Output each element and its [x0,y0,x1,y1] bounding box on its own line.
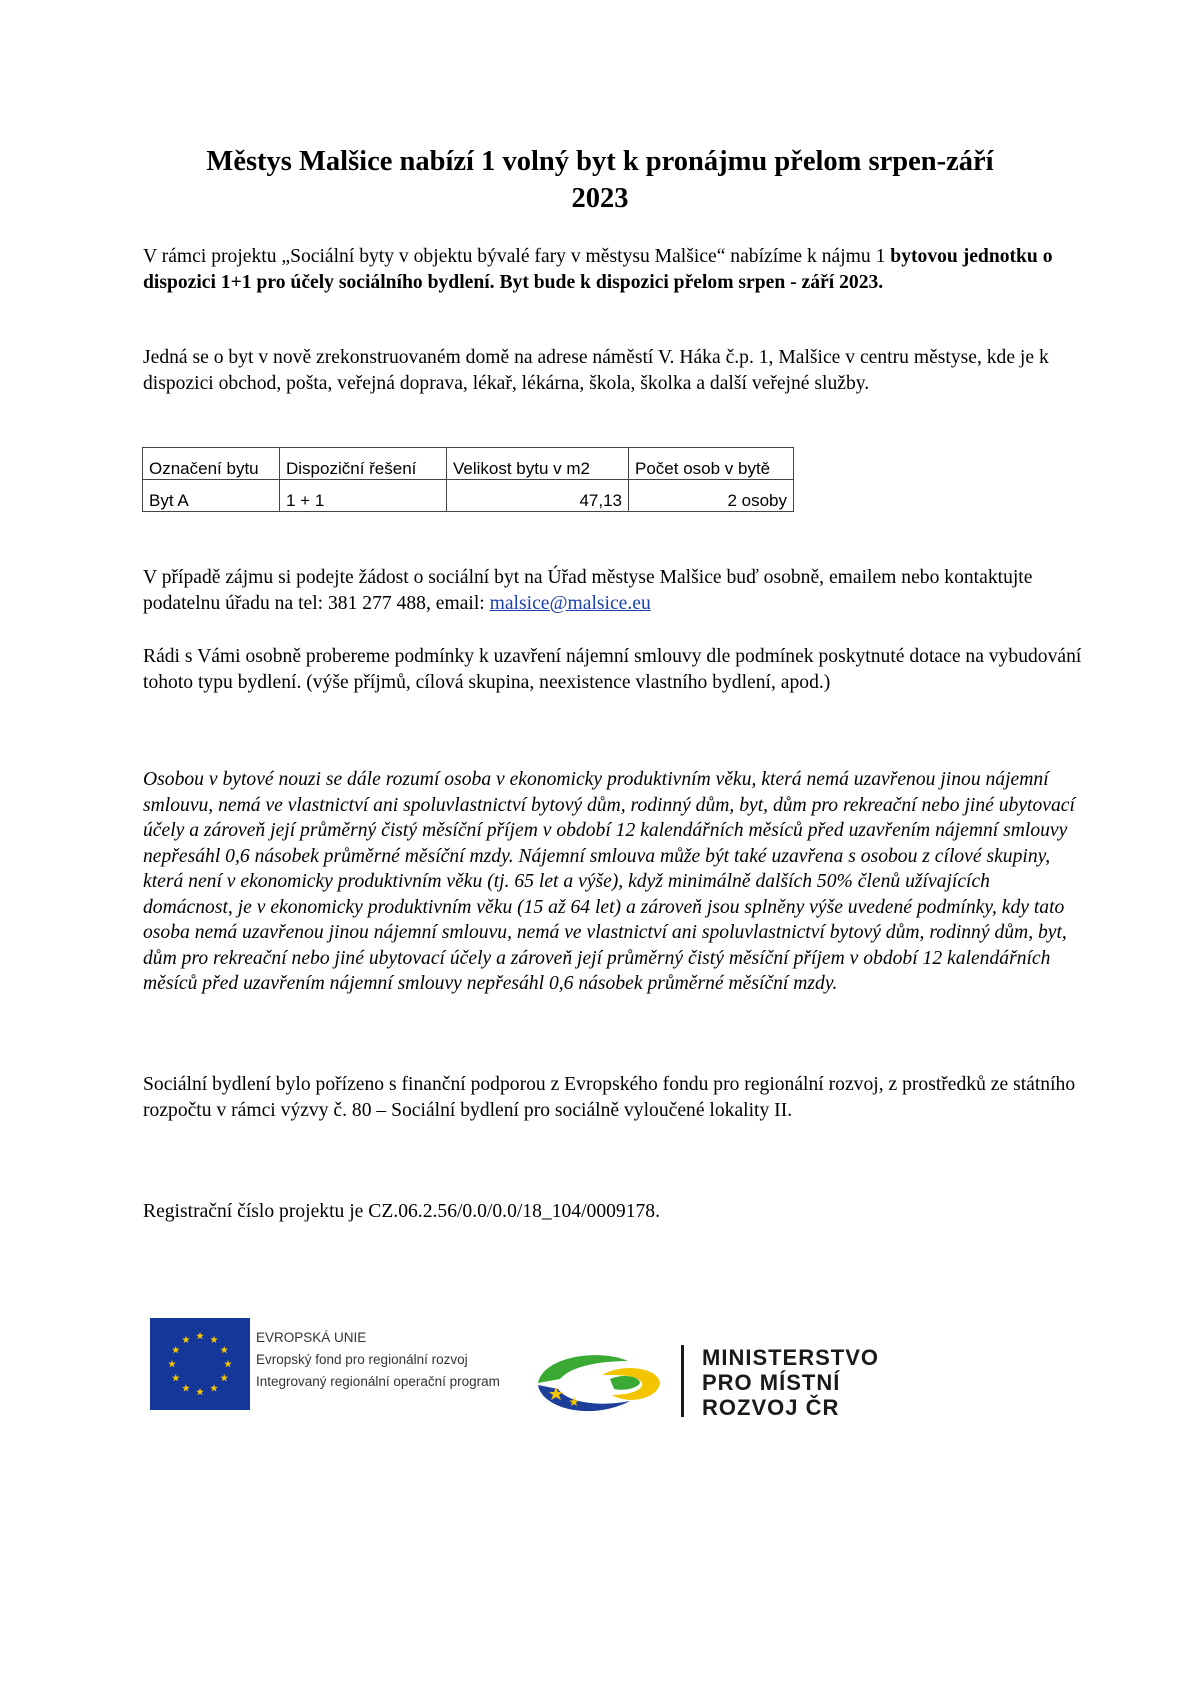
eu-star-icon [196,1332,204,1339]
email-link[interactable]: malsice@malsice.eu [489,592,651,614]
funding-paragraph: Sociální bydlení bylo pořízeno s finanční podporou z Evropského fondu pro regionální rozvoj, z prostředků ze státního rozpočtu v rámci výzvy č. 80 – Sociální bydlení pro sociálně vyloučené lokality II. [143,1074,1076,1121]
contact-paragraph [143,565,1083,616]
eu-logo-line-3: Integrovaný regionální operační program [256,1374,500,1389]
table-header-cell: Dispoziční řešení [280,448,447,480]
ministry-logo-line-3: ROZVOJ ČR [702,1395,840,1420]
location-paragraph: Jedná se o byt v nově zrekonstruovaném domě na adrese náměstí V. Háka č.p. 1, Malšice v centru městyse, kde je k dispozici obchod, pošta, veřejná doprava, lékař, lékárna, škola, školka a další veřejné služby. [143,347,1049,394]
title-line-1: Městys Malšice nabízí 1 volný byt k pronájmu přelom srpen-září [206,146,994,177]
intro-text: V rámci projektu „Sociální byty v objektu bývalé fary v městysu Malšice“ nabízíme k nájmu 1 [143,246,886,267]
eu-flag-icon [150,1318,250,1410]
table-cell-layout: 1 + 1 [280,480,447,512]
ministry-logo [532,1345,912,1420]
conditions-paragraph: Rádi s Vámi osobně probereme podmínky k uzavření nájemní smlouvy dle podmínek poskytnuté dotace na vybudování tohoto typu bydlení. (výše příjmů, cílová skupina, neexistence vlastního bydlení, apod.) [143,646,1082,693]
eu-star-icon [172,1374,180,1381]
eu-star-icon [182,1336,190,1343]
eu-star-icon [182,1384,190,1391]
ministry-emblem-icon [532,1345,667,1417]
eu-star-icon [224,1360,232,1367]
eu-logo [150,1318,500,1413]
eu-star-icon [220,1346,228,1353]
intro-bold-text: bytovou jednotku o dispozici 1+1 pro účely sociálního bydlení. Byt bude k dispozici přelom srpen - září 2023. [143,246,1053,293]
eu-star-icon [210,1384,218,1391]
intro-paragraph [143,244,1083,295]
eu-star-icon [220,1374,228,1381]
table-header-cell: Počet osob v bytě [629,448,794,480]
eu-star-icon [172,1346,180,1353]
table-header-cell: Velikost bytu v m2 [447,448,629,480]
ministry-divider [681,1345,684,1417]
ministry-logo-line-1: MINISTERSTVO [702,1345,880,1370]
registration-paragraph: Registrační číslo projektu je CZ.06.2.56/0.0/0.0/18_104/0009178. [143,1201,661,1222]
eu-star-icon [196,1388,204,1395]
title-line-2: 2023 [571,183,629,214]
apartment-table [142,447,794,512]
table-header-row [143,448,794,480]
contact-text: V případě zájmu si podejte žádost o sociální byt na Úřad městyse Malšice buď osobně, emailem nebo kontaktujte podatelnu úřadu na tel: 381 277 488, email: [143,567,1033,614]
page-title [130,143,1070,217]
table-cell-persons: 2 osoby [629,480,794,512]
definition-paragraph: Osobou v bytové nouzi se dále rozumí osoba v ekonomicky produktivním věku, která nemá uzavřenou jinou nájemní smlouvu, nemá ve vlastnictví ani spoluvlastnictví bytový dům, rodinný dům, byt, dům pro rekreační nebo jiné ubytovací účely a zároveň její průměrný čistý měsíční příjem v období 12 kalendářních měsíců před uzavřením nájemní smlouvy nepřesáhl 0,6 násobek průměrné měsíční mzdy. Nájemní smlouva může být také uzavřena s osobou z cílové skupiny, která není v ekonomicky produktivním věku (tj. 65 let a výše), když minimálně dalších 50% členů užívajících domácnost, je v ekonomicky produktivním věku (15 až 64 let) a zároveň jsou splněny výše uvedené podmínky, kdy tato osoba nemá uzavřenou jinou nájemní smlouvu, nemá ve vlastnictví ani spoluvlastnictví bytový dům, rodinný dům, byt, dům pro rekreační nebo jiné ubytovací účely a zároveň její průměrný čistý měsíční příjem v období 12 kalendářních měsíců před uzavřením nájemní smlouvy nepřesáhl 0,6 násobek průměrné měsíční mzdy. [143,769,1075,994]
table-cell-unit: Byt A [143,480,280,512]
eu-logo-line-1: EVROPSKÁ UNIE [256,1330,367,1345]
table-header-cell: Označení bytu [143,448,280,480]
ministry-logo-text [702,1345,879,1420]
eu-logo-line-2: Evropský fond pro regionální rozvoj [256,1352,468,1367]
table-cell-size: 47,13 [447,480,629,512]
table-row [143,480,794,512]
eu-star-icon [168,1360,176,1367]
ministry-logo-line-2: PRO MÍSTNÍ [702,1370,841,1395]
eu-logo-text [256,1327,500,1393]
eu-star-icon [210,1336,218,1343]
